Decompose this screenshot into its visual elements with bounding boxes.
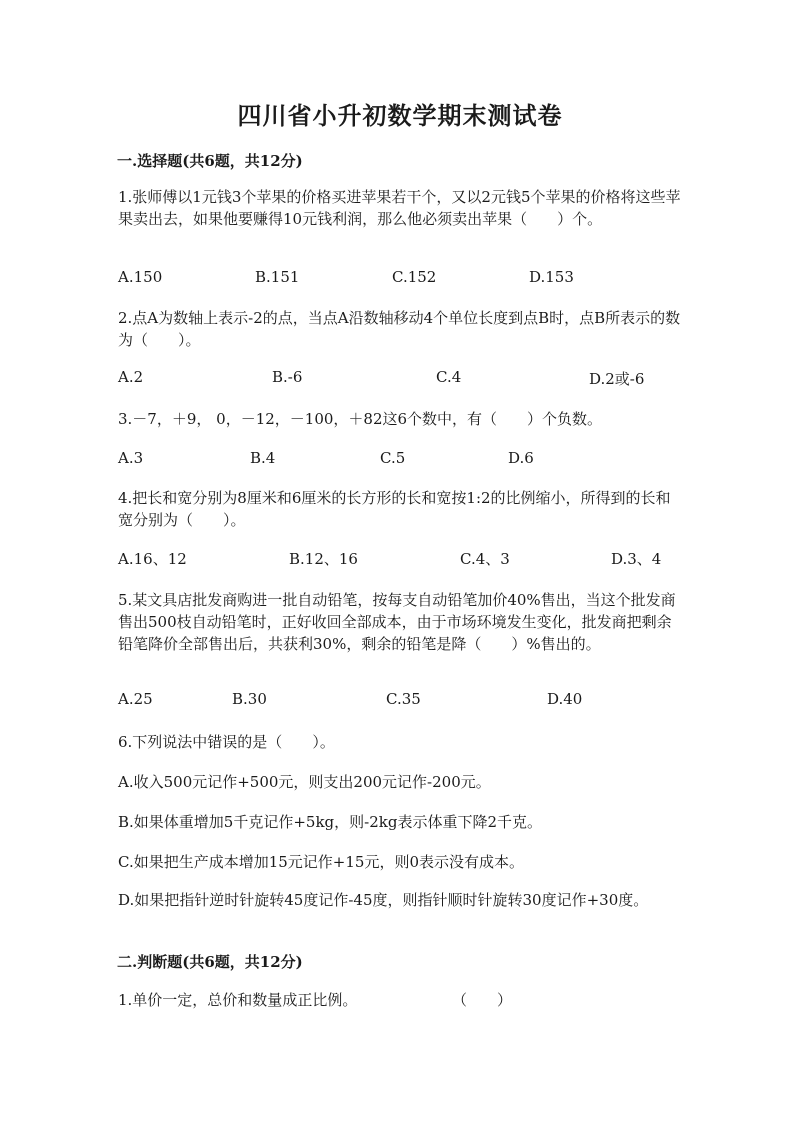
question-2-option-a: A.2 bbox=[118, 368, 144, 386]
question-5-option-d: D.40 bbox=[547, 690, 583, 708]
question-2-option-b: B.-6 bbox=[272, 368, 303, 386]
question-1-option-c: C.152 bbox=[392, 268, 437, 286]
question-5-text: 5.某文具店批发商购进一批自动铅笔，按每支自动铅笔加价40%售出，当这个批发商售出500枝自动铅笔时，正好收回全部成本，由于市场环境发生变化，批发商把剩余铅笔降价全部售出后，共获利30%，剩余的铅笔是降（ ）%售出的。 bbox=[118, 591, 676, 653]
question-2-text: 2.点A为数轴上表示-2的点，当点A沿数轴移动4个单位长度到点B时，点B所表示的数为（ ）。 bbox=[118, 309, 681, 349]
question-6-text: 6.下列说法中错误的是（ ）。 bbox=[118, 733, 335, 751]
question-4-text: 4.把长和宽分别为8厘米和6厘米的长方形的长和宽按1:2的比例缩小，所得到的长和宽分别为（ ）。 bbox=[118, 489, 671, 529]
question-3-text: 3.－7，＋9， 0，－12，－100，＋82这6个数中，有（ ）个负数。 bbox=[118, 410, 603, 428]
section-heading-judgement: 二.判断题(共6题，共12分) bbox=[117, 953, 303, 971]
question-4-option-d: D.3、4 bbox=[611, 550, 662, 568]
question-5-option-b: B.30 bbox=[232, 690, 267, 708]
question-2-option-c: C.4 bbox=[436, 368, 462, 386]
section-heading-choice: 一.选择题(共6题，共12分) bbox=[117, 152, 303, 170]
question-2-option-d: D.2或-6 bbox=[589, 370, 645, 388]
question-1-option-d: D.153 bbox=[529, 268, 574, 286]
question-1-text: 1.张师傅以1元钱3个苹果的价格买进苹果若干个，又以2元钱5个苹果的价格将这些苹果卖出去，如果他要赚得10元钱利润，那么他必须卖出苹果（ ）个。 bbox=[118, 188, 681, 228]
question-4-option-b: B.12、16 bbox=[289, 550, 358, 568]
question-4-option-a: A.16、12 bbox=[118, 550, 187, 568]
question-6-option-c: C.如果把生产成本增加15元记作+15元，则0表示没有成本。 bbox=[118, 853, 524, 871]
judgement-question-1-blank: （ ） bbox=[452, 991, 513, 1009]
question-1-option-b: B.151 bbox=[255, 268, 300, 286]
question-1-option-a: A.150 bbox=[118, 268, 163, 286]
question-6-option-d: D.如果把指针逆时针旋转45度记作-45度，则指针顺时针旋转30度记作+30度。 bbox=[118, 891, 649, 909]
question-4-option-c: C.4、3 bbox=[460, 550, 510, 568]
question-3-option-d: D.6 bbox=[508, 449, 534, 467]
question-3-option-a: A.3 bbox=[118, 449, 144, 467]
page-title: 四川省小升初数学期末测试卷 bbox=[237, 101, 563, 130]
question-6-option-b: B.如果体重增加5千克记作+5kg，则-2kg表示体重下降2千克。 bbox=[118, 813, 542, 831]
question-5-option-a: A.25 bbox=[118, 690, 153, 708]
judgement-question-1-text: 1.单价一定，总价和数量成正比例。 bbox=[118, 991, 358, 1009]
question-3-option-b: B.4 bbox=[250, 449, 276, 467]
question-5-option-c: C.35 bbox=[386, 690, 421, 708]
question-6-option-a: A.收入500元记作+500元，则支出200元记作-200元。 bbox=[118, 773, 491, 791]
question-3-option-c: C.5 bbox=[380, 449, 406, 467]
